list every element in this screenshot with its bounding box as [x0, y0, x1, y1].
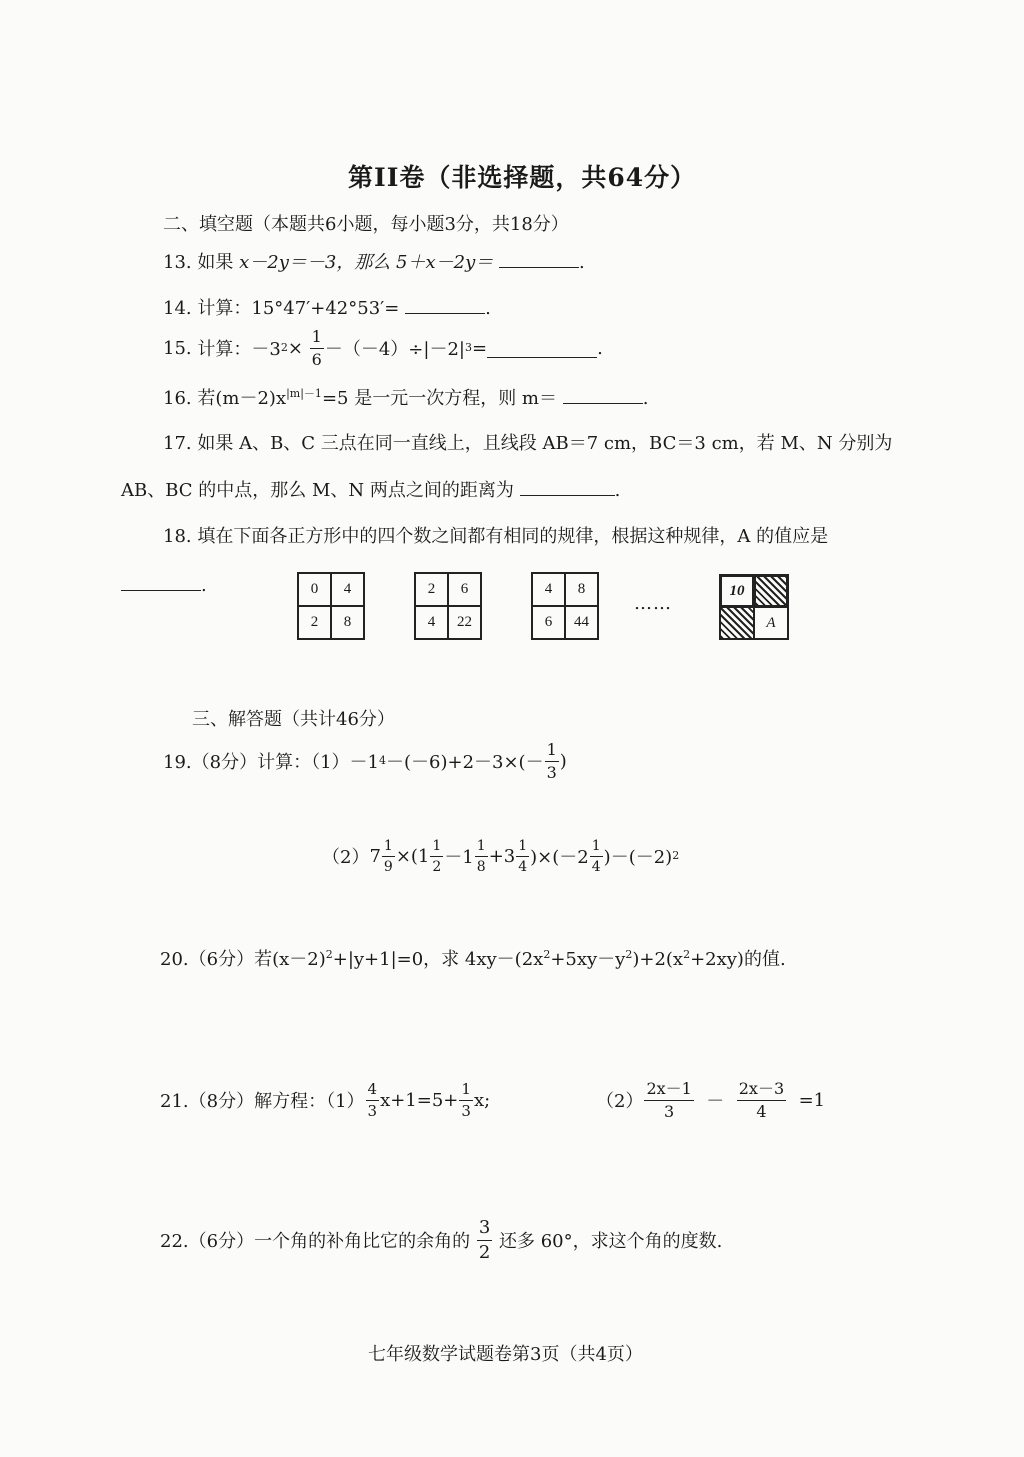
- question-19-part-2: （2） 7 $\frac{1}{9}$ ×(1 $\frac{1}{2}$ －1 $\frac{1}{8}$ +3 $\frac{1}{4}$ )×(－2 $\frac{1}{4}$ )－(－2) 2: [322, 837, 680, 875]
- pattern-square-4: [719, 574, 789, 640]
- question-16-post: =5 是一元一次方程，则 m＝: [321, 388, 557, 409]
- term-text: ×(1: [395, 845, 430, 867]
- question-21-label: 21.（8分）解方程：（1）: [160, 1091, 365, 1112]
- question-15: 15. 计算：－3 2 × $\frac{1}{6}$ －（－4）÷|－2| 3 = .: [163, 326, 603, 369]
- square-cell: 2: [298, 606, 331, 639]
- pattern-ellipsis: ……: [634, 593, 672, 614]
- fraction-denominator: 4: [756, 1101, 767, 1121]
- question-16-number: 16.: [163, 388, 192, 409]
- square-cell: 6: [448, 573, 481, 606]
- question-14-number: 14.: [163, 298, 192, 319]
- fraction-numerator: 2x－3: [737, 1081, 786, 1101]
- question-21-part-2-label: （2）: [596, 1091, 644, 1112]
- mixed-fraction: [590, 839, 603, 874]
- square-cell: 6: [532, 606, 565, 639]
- question-22-post: 还多 60°，求这个角的度数.: [499, 1231, 723, 1252]
- pattern-square-2: [414, 572, 482, 640]
- square-cell: 4: [532, 573, 565, 606]
- mixed-fraction: [475, 839, 488, 874]
- question-19-label: 19.（8分）计算：（1）－1: [163, 752, 379, 773]
- question-14-text: 计算：15°47′+42°53′=: [197, 298, 400, 319]
- fraction-denominator: 3: [664, 1101, 675, 1121]
- question-15-times: ×: [287, 337, 303, 359]
- question-21-equals: =1: [798, 1089, 826, 1111]
- fraction-numerator: 1: [430, 839, 443, 857]
- question-22: [160, 1212, 722, 1268]
- square-cell: 44: [565, 606, 598, 639]
- fraction-denominator: 9: [383, 858, 393, 875]
- fraction-numerator: 1: [545, 742, 559, 762]
- question-15-post: －（－4）÷|－2|: [324, 339, 465, 360]
- question-21-fraction: [366, 1079, 380, 1120]
- fraction-numerator: 1: [310, 329, 324, 349]
- square-cell-hidden: [720, 607, 754, 639]
- question-17-end: .: [614, 480, 621, 501]
- fraction-denominator: 6: [311, 349, 322, 369]
- term-text: )×(－2: [530, 847, 589, 868]
- question-18-answer-blank[interactable]: [121, 572, 201, 591]
- question-17-line-2-text: AB、BC 的中点，那么 M、N 两点之间的距离为: [121, 480, 514, 501]
- exponent: 2: [683, 948, 691, 961]
- question-20-text: +2xy)的值.: [690, 949, 786, 970]
- question-18-end: .: [201, 575, 207, 596]
- mixed-fraction: [430, 839, 443, 874]
- square-cell-hidden: [754, 575, 788, 607]
- question-14-end: .: [485, 298, 491, 319]
- fraction-numerator: 1: [590, 839, 603, 857]
- mixed-fraction: [382, 839, 395, 874]
- pattern-square-3: [531, 572, 599, 640]
- square-cell-unknown: A: [754, 607, 788, 639]
- square-cell: 8: [331, 606, 364, 639]
- question-15-eq: =: [471, 337, 488, 359]
- section-heading-solutions: 三、解答题（共计46分）: [192, 709, 395, 730]
- question-16-answer-blank[interactable]: [563, 385, 643, 404]
- fraction-denominator: 3: [546, 762, 557, 782]
- question-20-text: +5xy－y: [550, 949, 626, 970]
- question-18-line-1: 18. 填在下面各正方形中的四个数之间都有相同的规律，根据这种规律，A 的值应是: [163, 526, 829, 547]
- exponent: 2: [325, 948, 333, 961]
- section-heading-fill-in: 二、填空题（本题共6小题，每小题3分，共18分）: [163, 214, 569, 235]
- fraction-denominator: 2: [478, 1241, 491, 1263]
- term-text: +3: [488, 845, 516, 867]
- fraction-denominator: 3: [367, 1101, 378, 1120]
- square-cell: 4: [331, 573, 364, 606]
- question-13-end: .: [579, 252, 585, 273]
- fraction-denominator: 3: [461, 1101, 471, 1120]
- question-16-exponent: |m|－1: [286, 387, 322, 400]
- mixed-number: [369, 839, 395, 874]
- question-16-pre: 若(m－2)x: [197, 388, 287, 409]
- fraction-numerator: 1: [475, 839, 488, 857]
- mixed-whole: 7: [369, 845, 381, 867]
- question-19-fraction: [545, 739, 559, 782]
- square-cell: 0: [298, 573, 331, 606]
- question-21-fraction: [737, 1078, 786, 1121]
- question-14: [163, 294, 491, 320]
- fraction-denominator: 8: [476, 858, 486, 875]
- fraction-denominator: 2: [432, 858, 442, 875]
- question-16: [163, 384, 648, 410]
- question-13-number: 13.: [163, 252, 192, 273]
- fraction-numerator: 1: [382, 839, 395, 857]
- question-19-expression-end: ): [559, 750, 567, 772]
- question-19-expression: －(－6)+2－3×(－: [385, 752, 544, 773]
- question-15-end: .: [597, 337, 603, 359]
- question-20-text: 20.（6分）若(x－2): [160, 949, 326, 970]
- page-footer: 七年级数学试题卷第3页（共4页）: [368, 1344, 643, 1365]
- question-21-part-2: [596, 1074, 825, 1126]
- question-20: [160, 945, 786, 971]
- page-title: 第II卷（非选择题，共64分）: [348, 163, 697, 192]
- term-text: )－(－2): [603, 847, 673, 868]
- question-17-line-2: [121, 476, 620, 502]
- question-15-fraction: [310, 326, 324, 369]
- exponent: 2: [625, 948, 633, 961]
- question-22-fraction: [477, 1216, 492, 1263]
- question-17-line-1: 17. 如果 A、B、C 三点在同一直线上，且线段 AB＝7 cm，BC＝3 cm，若 M、N 分别为: [163, 433, 893, 454]
- question-15-answer-blank[interactable]: [487, 339, 597, 358]
- fraction-numerator: 1: [459, 1082, 473, 1101]
- question-20-text: )+2(x: [632, 949, 684, 970]
- square-cell: 2: [415, 573, 448, 606]
- question-13-expression: x－2y＝－3，那么 5＋x－2y＝: [239, 252, 494, 273]
- question-13-text: 如果: [197, 252, 234, 273]
- square-cell: 8: [565, 573, 598, 606]
- question-20-text: +|y+1|=0，求 4xy－(2x: [332, 949, 544, 970]
- question-21-text: x+1=5+: [380, 1089, 459, 1111]
- question-15-pre: 计算：－3: [197, 339, 281, 360]
- question-22-pre: 22.（6分）一个角的补角比它的余角的: [160, 1231, 471, 1252]
- fraction-denominator: 4: [591, 858, 601, 875]
- question-18-answer: [121, 572, 207, 596]
- fraction-numerator: 2x－1: [644, 1081, 693, 1101]
- square-cell-known: 10: [720, 575, 754, 607]
- question-21-fraction: [644, 1078, 693, 1121]
- question-19-part-2-label: （2）: [322, 847, 370, 868]
- exponent: 2: [543, 948, 551, 961]
- question-16-end: .: [642, 388, 649, 409]
- fraction-denominator: 4: [518, 858, 528, 875]
- question-17-answer-blank[interactable]: [520, 477, 615, 496]
- mixed-fraction: [516, 839, 529, 874]
- question-21: [160, 1076, 490, 1124]
- square-cell: 4: [415, 606, 448, 639]
- term-text: －1: [444, 847, 474, 868]
- question-15-number: 15.: [163, 337, 192, 359]
- question-13-answer-blank[interactable]: [499, 249, 579, 268]
- question-21-text: x;: [473, 1089, 491, 1111]
- question-14-answer-blank[interactable]: [405, 295, 485, 314]
- fraction-numerator: 3: [477, 1219, 492, 1241]
- square-cell: 22: [448, 606, 481, 639]
- pattern-square-1: [297, 572, 365, 640]
- question-13: [163, 248, 585, 274]
- question-21-minus: －: [706, 1091, 725, 1112]
- fraction-numerator: 4: [366, 1082, 380, 1101]
- question-19-part-1: 19.（8分）计算：（1）－1 4 －(－6)+2－3×(－ $\frac{1}{3}$ ): [163, 739, 567, 782]
- question-21-fraction: [459, 1079, 473, 1120]
- fraction-numerator: 1: [516, 839, 529, 857]
